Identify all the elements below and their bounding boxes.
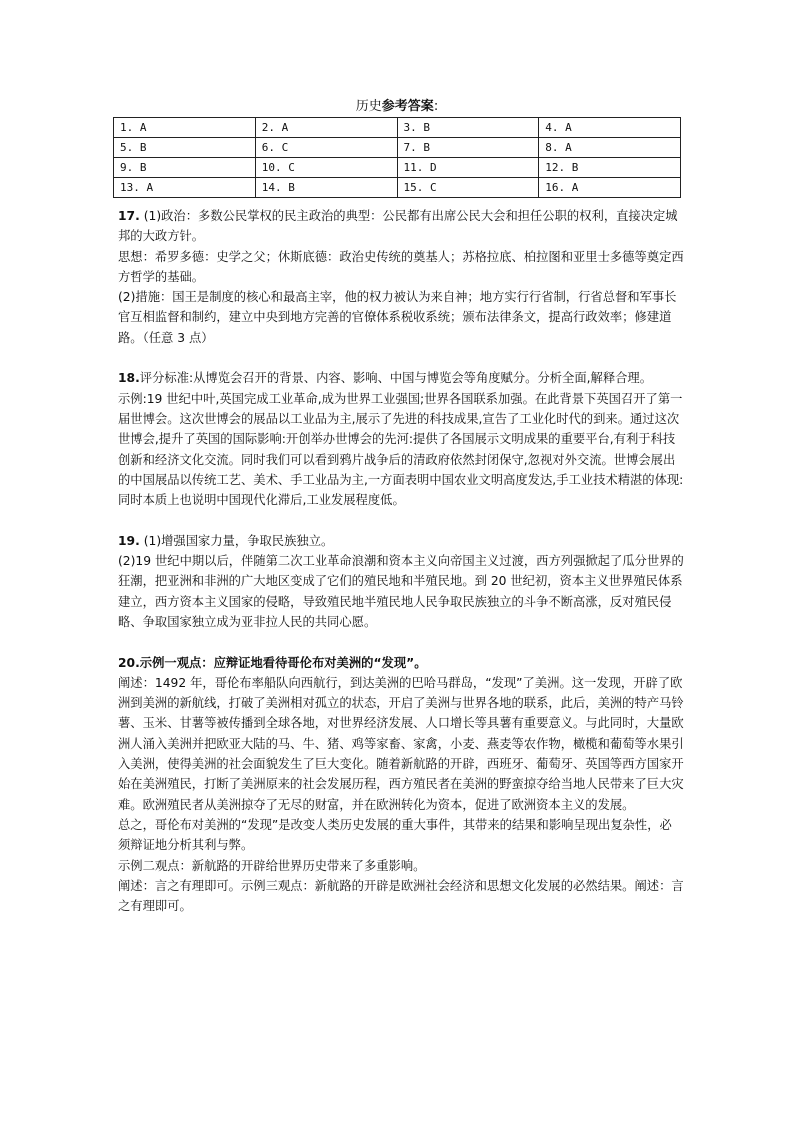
q18-number: 18. xyxy=(118,371,140,386)
table-row xyxy=(114,138,681,158)
answer-content xyxy=(118,206,684,916)
table-cell: 1. A xyxy=(114,118,256,138)
title-bold: 参考答案 xyxy=(381,99,434,114)
table-cell: 8. A xyxy=(539,138,681,158)
q20-heading-text: 示例一观点：应辩证地看待哥伦布对美洲的“发现”。 xyxy=(139,655,427,670)
table-cell: 11. D xyxy=(397,158,539,178)
section-gap xyxy=(118,632,684,652)
q20-example2: 示例二观点：新航路的开辟给世界历史带来了多重影响。 xyxy=(118,858,426,873)
table-row xyxy=(114,178,681,198)
table-cell: 12. B xyxy=(539,158,681,178)
q18-example: 示例:19 世纪中叶,英国完成工业革命,成为世界工业强国;世界各国联系加强。在此背景下英国召开了第一届世博会。这次世博会的展品以工业品为主,展示了先进的科技成果,宣告了工业化时代的到来。通过这次世博会,提升了英国的国际影响:开创举办世博会的先河:提供了各国展示文明成果的重要平台,有利于科技创新和经济文化交流。同时我们可以看到鸦片战争后的清政府依然封闭保守,忽视对外交流。世博会展出的中国展品以传统工艺、美术、手工业品为主,一方面表明中国农业文明高度发达,手工业技术精湛的体现:同时本质上也说明中国现代化滞后,工业发展程度低。 xyxy=(118,391,684,508)
section-gap xyxy=(118,348,684,368)
q17-number: 17. xyxy=(118,209,140,223)
table-cell: 14. B xyxy=(255,178,397,198)
page-title xyxy=(0,99,794,115)
q19-number: 19. xyxy=(118,533,140,548)
table-cell: 13. A xyxy=(114,178,256,198)
answer-table xyxy=(113,117,681,198)
q19-part1-text: (1)增强国家力量，争取民族独立。 xyxy=(143,533,334,548)
q17-part1-text: (1)政治：多数公民掌权的民主政治的典型：公民都有出席公民大会和担任公职的权利，直接决定城邦的大政方针。 xyxy=(118,209,678,244)
q17-part1 xyxy=(118,206,684,247)
q18-criteria xyxy=(118,368,684,388)
table-cell: 5. B xyxy=(114,138,256,158)
table-cell: 6. C xyxy=(255,138,397,158)
q18-criteria-text: 评分标准:从博览会召开的背景、内容、影响、中国与博览会等角度赋分。分析全面,解释合理。 xyxy=(139,371,653,386)
q17-part2: (2)措施：国王是制度的核心和最高主宰，他的权力被认为来自神；地方实行行省制，行省总督和军事长官互相监督和制约，建立中央到地方完善的官僚体系税收系统；颁布法律条文，提高行政效率；修建道路。（任意 3 点） xyxy=(118,290,677,345)
q20-number: 20. xyxy=(118,655,140,670)
table-cell: 10. C xyxy=(255,158,397,178)
table-cell: 9. B xyxy=(114,158,256,178)
title-suffix: : xyxy=(433,99,439,114)
q20-example3: 阐述：言之有理即可。示例三观点：新航路的开辟是欧洲社会经济和思想文化发展的必然结果。阐述：言之有理即可。 xyxy=(118,878,684,914)
q17-thought: 思想：希罗多德：史学之父；休斯底德：政治史传统的奠基人；苏格拉底、柏拉图和亚里士多德等奠定西方哲学的基础。 xyxy=(118,249,684,284)
q19-section xyxy=(118,531,684,632)
table-cell: 3. B xyxy=(397,118,539,138)
table-row xyxy=(114,158,681,178)
table-cell: 4. A xyxy=(539,118,681,138)
table-cell: 15. C xyxy=(397,178,539,198)
q20-elaboration: 阐述：1492 年，哥伦布率船队向西航行，到达美洲的巴哈马群岛，“发现”了美洲。这一发现，开辟了欧洲到美洲的新航线，打破了美洲相对孤立的状态，开启了美洲与世界各地的联系，此后，美洲的特产马铃薯、玉米、甘薯等被传播到全球各地，对世界经济发展、人口增长等具薯有重要意义。与此同时，大量欧洲人涌入美洲并把欧亚大陆的马、牛、猪、鸡等家畜、家禽，小麦、燕麦等农作物，橄榄和葡萄等水果引入美洲，使得美洲的社会面貌发生了巨大变化。随着新航路的开辟，西班牙、葡萄牙、英国等西方国家开始在美洲殖民，打断了美洲原来的社会发展历程，西方殖民者在美洲的野蛮掠夺给当地人民带来了巨大灾难。欧洲殖民者从美洲掠夺了无尽的财富，并在欧洲转化为资本，促进了欧洲资本主义的发展。 xyxy=(118,675,684,812)
q19-part1 xyxy=(118,531,684,551)
table-cell: 2. A xyxy=(255,118,397,138)
table-cell: 7. B xyxy=(397,138,539,158)
title-prefix: 历史 xyxy=(355,99,382,114)
q20-section xyxy=(118,653,684,917)
table-cell: 16. A xyxy=(539,178,681,198)
section-gap xyxy=(118,510,684,530)
q19-part2: (2)19 世纪中期以后，伴随第二次工业革命浪潮和资本主义向帝国主义过渡，西方列强掀起了瓜分世界的狂潮，把亚洲和非洲的广大地区变成了它们的殖民地和半殖民地。到 20 世纪初，资本主义世界殖民体系建立，西方资本主义国家的侵略，导致殖民地半殖民地人民争取民族独立的斗争不断高涨，反对殖民侵略、争取国家独立成为亚非拉人民的共同心愿。 xyxy=(118,554,684,629)
q18-section xyxy=(118,368,684,510)
q20-summary: 总之，哥伦布对美洲的“发现”是改变人类历史发展的重大事件，其带来的结果和影响呈现出复杂性，必须辩证地分析其利与弊。 xyxy=(118,817,672,853)
table-row xyxy=(114,118,681,138)
q20-heading xyxy=(118,653,684,673)
q17-section xyxy=(118,206,684,348)
